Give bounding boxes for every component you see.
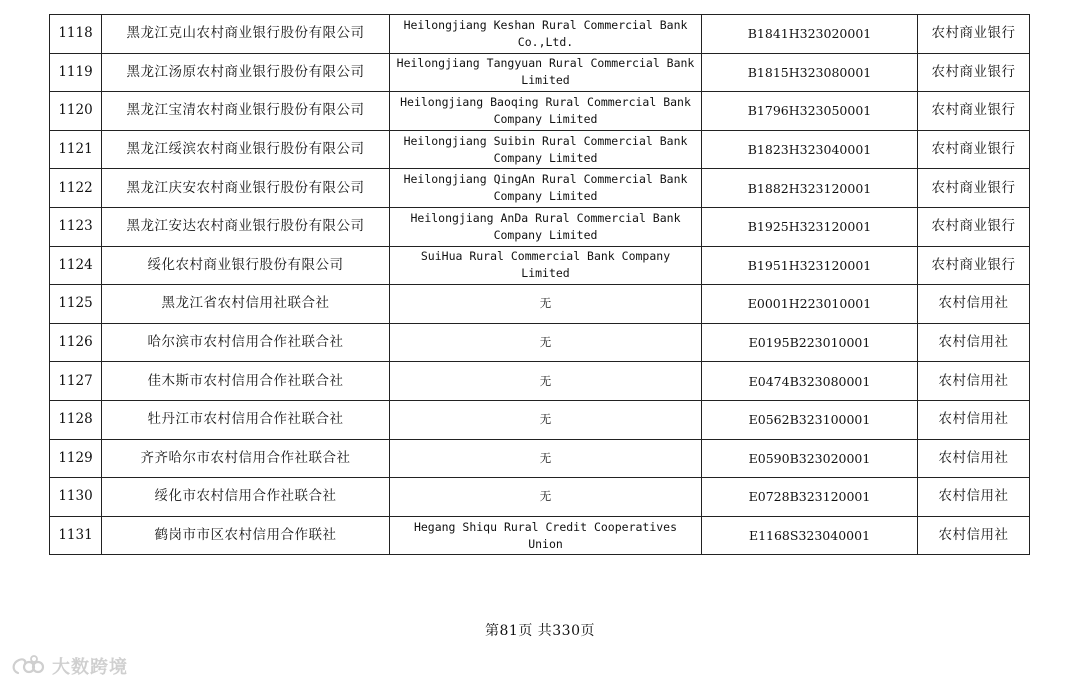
- row-number-cell: 1127: [50, 362, 102, 401]
- table-row: [50, 285, 1030, 324]
- english-name-line: Company Limited: [493, 227, 598, 242]
- table-row: [50, 400, 1030, 439]
- institution-code-cell: B1815H323080001: [702, 53, 918, 92]
- english-name-cell: [390, 478, 702, 517]
- institution-code-cell: E0728B323120001: [702, 478, 918, 517]
- row-number-cell: 1119: [50, 53, 102, 92]
- table-row: [50, 323, 1030, 362]
- english-name-line: Heilongjiang QingAn Rural Commercial Bank: [403, 172, 688, 187]
- row-number-cell: 1124: [50, 246, 102, 285]
- chinese-name-cell: 鹤岗市市区农村信用合作联社: [102, 516, 390, 555]
- english-name-line: Company Limited: [493, 111, 598, 126]
- institution-code-cell: E0562B323100001: [702, 400, 918, 439]
- table-body: [50, 15, 1030, 555]
- table-row: [50, 130, 1030, 169]
- chinese-name-cell: 绥化农村商业银行股份有限公司: [102, 246, 390, 285]
- english-name-cell: [390, 92, 702, 131]
- english-name-line: 无: [539, 412, 552, 427]
- row-number-cell: 1131: [50, 516, 102, 555]
- chinese-name-cell: 黑龙江庆安农村商业银行股份有限公司: [102, 169, 390, 208]
- chinese-name-cell: 黑龙江汤原农村商业银行股份有限公司: [102, 53, 390, 92]
- row-number-cell: 1126: [50, 323, 102, 362]
- english-name-cell: [390, 323, 702, 362]
- table-row: [50, 169, 1030, 208]
- row-number-cell: 1122: [50, 169, 102, 208]
- row-number-cell: 1130: [50, 478, 102, 517]
- english-name-line: Company Limited: [493, 189, 598, 204]
- english-name-line: Heilongjiang Tangyuan Rural Commercial Bank: [396, 56, 695, 71]
- weibo-logo-icon: [10, 653, 46, 679]
- row-number-cell: 1125: [50, 285, 102, 324]
- english-name-cell: [390, 169, 702, 208]
- english-name-cell: [390, 207, 702, 246]
- institution-type-cell: 农村商业银行: [918, 169, 1030, 208]
- institution-code-cell: B1796H323050001: [702, 92, 918, 131]
- english-name-cell: [390, 516, 702, 555]
- institution-type-cell: 农村商业银行: [918, 15, 1030, 54]
- english-name-line: Limited: [521, 73, 570, 88]
- english-name-line: 无: [539, 450, 552, 465]
- english-name-line: Hegang Shiqu Rural Credit Cooperatives: [413, 519, 678, 534]
- english-name-cell: [390, 400, 702, 439]
- chinese-name-cell: 黑龙江省农村信用社联合社: [102, 285, 390, 324]
- english-name-line: Heilongjiang AnDa Rural Commercial Bank: [410, 210, 681, 225]
- english-name-line: Limited: [521, 266, 570, 281]
- institution-type-cell: 农村商业银行: [918, 130, 1030, 169]
- english-name-cell: [390, 246, 702, 285]
- row-number-cell: 1123: [50, 207, 102, 246]
- institution-code-cell: E0001H223010001: [702, 285, 918, 324]
- page-number: 第81页 共330页: [485, 623, 595, 639]
- institution-type-cell: 农村商业银行: [918, 92, 1030, 131]
- chinese-name-cell: 黑龙江宝清农村商业银行股份有限公司: [102, 92, 390, 131]
- table-row: [50, 207, 1030, 246]
- english-name-line: 无: [539, 489, 552, 504]
- table-row: [50, 516, 1030, 555]
- english-name-cell: [390, 285, 702, 324]
- institution-code-cell: B1882H323120001: [702, 169, 918, 208]
- institution-code-cell: B1841H323020001: [702, 15, 918, 54]
- chinese-name-cell: 绥化市农村信用合作社联合社: [102, 478, 390, 517]
- english-name-line: Heilongjiang Suibin Rural Commercial Bank: [403, 133, 688, 148]
- institution-type-cell: 农村信用社: [918, 478, 1030, 517]
- chinese-name-cell: 佳木斯市农村信用合作社联合社: [102, 362, 390, 401]
- chinese-name-cell: 黑龙江绥滨农村商业银行股份有限公司: [102, 130, 390, 169]
- english-name-line: Heilongjiang Baoqing Rural Commercial Bank: [400, 94, 691, 109]
- english-name-line: 无: [539, 296, 552, 311]
- institution-code-cell: B1925H323120001: [702, 207, 918, 246]
- english-name-line: Co.,Ltd.: [517, 34, 574, 49]
- institution-type-cell: 农村商业银行: [918, 207, 1030, 246]
- institution-code-cell: B1823H323040001: [702, 130, 918, 169]
- table-row: [50, 15, 1030, 54]
- institution-table: [49, 14, 1030, 555]
- english-name-line: Union: [528, 536, 563, 551]
- row-number-cell: 1129: [50, 439, 102, 478]
- institution-type-cell: 农村信用社: [918, 323, 1030, 362]
- row-number-cell: 1120: [50, 92, 102, 131]
- chinese-name-cell: 牡丹江市农村信用合作社联合社: [102, 400, 390, 439]
- institution-code-cell: E0474B323080001: [702, 362, 918, 401]
- row-number-cell: 1121: [50, 130, 102, 169]
- table-row: [50, 246, 1030, 285]
- institution-type-cell: 农村信用社: [918, 362, 1030, 401]
- table-row: [50, 478, 1030, 517]
- table-row: [50, 92, 1030, 131]
- table-row: [50, 439, 1030, 478]
- institution-type-cell: 农村信用社: [918, 516, 1030, 555]
- institution-code-cell: E0590B323020001: [702, 439, 918, 478]
- institution-type-cell: 农村信用社: [918, 439, 1030, 478]
- chinese-name-cell: 黑龙江安达农村商业银行股份有限公司: [102, 207, 390, 246]
- english-name-cell: [390, 439, 702, 478]
- chinese-name-cell: 齐齐哈尔市农村信用合作社联合社: [102, 439, 390, 478]
- institution-code-cell: E0195B223010001: [702, 323, 918, 362]
- row-number-cell: 1118: [50, 15, 102, 54]
- english-name-cell: [390, 130, 702, 169]
- english-name-cell: [390, 15, 702, 54]
- english-name-line: 无: [539, 373, 552, 388]
- institution-type-cell: 农村商业银行: [918, 53, 1030, 92]
- watermark: [10, 652, 128, 680]
- institution-type-cell: 农村商业银行: [918, 246, 1030, 285]
- english-name-cell: [390, 53, 702, 92]
- institution-type-cell: 农村信用社: [918, 400, 1030, 439]
- english-name-line: Company Limited: [493, 150, 598, 165]
- row-number-cell: 1128: [50, 400, 102, 439]
- english-name-cell: [390, 362, 702, 401]
- english-name-line: SuiHua Rural Commercial Bank Company: [420, 249, 671, 264]
- institution-code-cell: E1168S323040001: [702, 516, 918, 555]
- table-row: [50, 53, 1030, 92]
- table-row: [50, 362, 1030, 401]
- chinese-name-cell: 哈尔滨市农村信用合作社联合社: [102, 323, 390, 362]
- english-name-line: 无: [539, 335, 552, 350]
- institution-type-cell: 农村信用社: [918, 285, 1030, 324]
- watermark-text: 大数跨境: [52, 657, 128, 678]
- english-name-line: Heilongjiang Keshan Rural Commercial Bank: [403, 17, 688, 32]
- institution-code-cell: B1951H323120001: [702, 246, 918, 285]
- chinese-name-cell: 黑龙江克山农村商业银行股份有限公司: [102, 15, 390, 54]
